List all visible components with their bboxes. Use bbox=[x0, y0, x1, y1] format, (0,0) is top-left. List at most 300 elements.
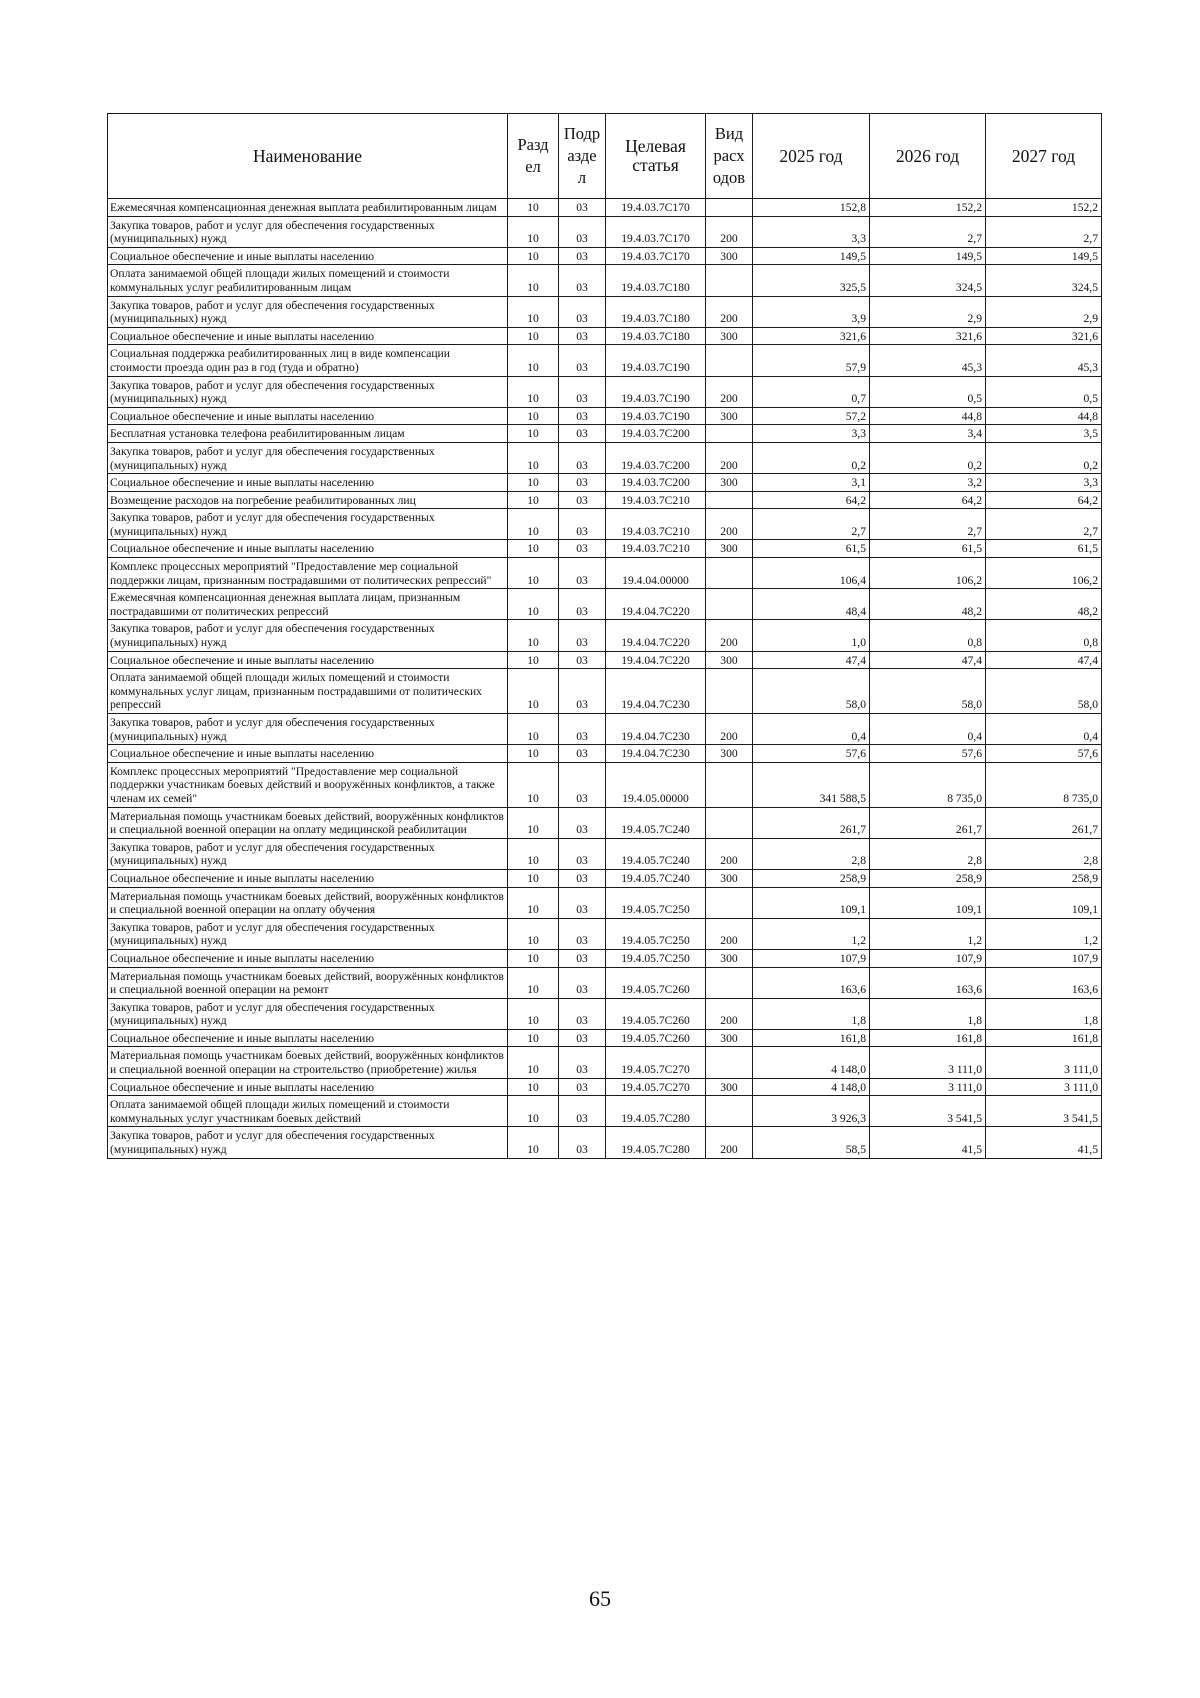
cell-razdel: 10 bbox=[508, 838, 559, 869]
cell-2025: 258,9 bbox=[753, 869, 870, 887]
cell-expense-type: 200 bbox=[706, 838, 753, 869]
cell-expense-type: 200 bbox=[706, 216, 753, 247]
cell-2025: 3,9 bbox=[753, 296, 870, 327]
table-row bbox=[108, 1047, 1102, 1078]
table-row bbox=[108, 714, 1102, 745]
cell-podrazdel: 03 bbox=[559, 762, 606, 807]
cell-2025: 57,9 bbox=[753, 345, 870, 376]
cell-name: Закупка товаров, работ и услуг для обеспечения государственных (муниципальных) нужд bbox=[108, 714, 508, 745]
cell-razdel: 10 bbox=[508, 247, 559, 265]
cell-2027: 45,3 bbox=[986, 345, 1102, 376]
cell-razdel: 10 bbox=[508, 714, 559, 745]
cell-podrazdel: 03 bbox=[559, 540, 606, 558]
cell-target-article: 19.4.04.7С230 bbox=[606, 745, 706, 763]
cell-name: Социальное обеспечение и иные выплаты населению bbox=[108, 745, 508, 763]
cell-expense-type: 200 bbox=[706, 918, 753, 949]
cell-razdel: 10 bbox=[508, 869, 559, 887]
cell-expense-type: 300 bbox=[706, 1078, 753, 1096]
cell-podrazdel: 03 bbox=[559, 998, 606, 1029]
table-row bbox=[108, 967, 1102, 998]
cell-2025: 3 926,3 bbox=[753, 1096, 870, 1127]
cell-razdel: 10 bbox=[508, 620, 559, 651]
cell-name: Социальное обеспечение и иные выплаты населению bbox=[108, 1029, 508, 1047]
cell-target-article: 19.4.04.7С220 bbox=[606, 651, 706, 669]
cell-podrazdel: 03 bbox=[559, 714, 606, 745]
cell-2027: 261,7 bbox=[986, 807, 1102, 838]
cell-2027: 106,2 bbox=[986, 558, 1102, 589]
cell-podrazdel: 03 bbox=[559, 376, 606, 407]
cell-razdel: 10 bbox=[508, 509, 559, 540]
header-name: Наименование bbox=[108, 114, 508, 199]
cell-name: Материальная помощь участникам боевых действий, вооружённых конфликтов и специальной военной операции на оплату обучения bbox=[108, 887, 508, 918]
table-row bbox=[108, 407, 1102, 425]
cell-target-article: 19.4.04.00000 bbox=[606, 558, 706, 589]
cell-target-article: 19.4.04.7С230 bbox=[606, 669, 706, 714]
cell-expense-type: 300 bbox=[706, 540, 753, 558]
cell-2027: 3 111,0 bbox=[986, 1047, 1102, 1078]
cell-razdel: 10 bbox=[508, 558, 559, 589]
cell-2026: 8 735,0 bbox=[870, 762, 986, 807]
cell-expense-type: 200 bbox=[706, 620, 753, 651]
table-row bbox=[108, 651, 1102, 669]
cell-name: Закупка товаров, работ и услуг для обеспечения государственных (муниципальных) нужд bbox=[108, 838, 508, 869]
cell-podrazdel: 03 bbox=[559, 407, 606, 425]
cell-podrazdel: 03 bbox=[559, 442, 606, 473]
cell-2026: 152,2 bbox=[870, 199, 986, 217]
cell-podrazdel: 03 bbox=[559, 1078, 606, 1096]
table-row bbox=[108, 199, 1102, 217]
cell-2026: 3 111,0 bbox=[870, 1047, 986, 1078]
cell-podrazdel: 03 bbox=[559, 869, 606, 887]
table-row bbox=[108, 327, 1102, 345]
cell-razdel: 10 bbox=[508, 762, 559, 807]
cell-2025: 47,4 bbox=[753, 651, 870, 669]
cell-name: Социальная поддержка реабилитированных лиц в виде компенсации стоимости проезда один раз в год (туда и обратно) bbox=[108, 345, 508, 376]
table-row bbox=[108, 474, 1102, 492]
table-row bbox=[108, 745, 1102, 763]
cell-2026: 3,2 bbox=[870, 474, 986, 492]
cell-2027: 3,5 bbox=[986, 425, 1102, 443]
cell-podrazdel: 03 bbox=[559, 474, 606, 492]
cell-name: Ежемесячная компенсационная денежная выплата лицам, признанным пострадавшими от политических репрессий bbox=[108, 589, 508, 620]
cell-target-article: 19.4.05.7С270 bbox=[606, 1047, 706, 1078]
table-row bbox=[108, 247, 1102, 265]
cell-expense-type: 200 bbox=[706, 442, 753, 473]
cell-podrazdel: 03 bbox=[559, 509, 606, 540]
cell-expense-type: 300 bbox=[706, 1029, 753, 1047]
cell-2025: 3,3 bbox=[753, 425, 870, 443]
cell-razdel: 10 bbox=[508, 669, 559, 714]
cell-expense-type: 200 bbox=[706, 1127, 753, 1158]
cell-podrazdel: 03 bbox=[559, 558, 606, 589]
table-row bbox=[108, 345, 1102, 376]
header-podrazdel: Подр азде л bbox=[559, 114, 606, 199]
cell-target-article: 19.4.05.7С260 bbox=[606, 1029, 706, 1047]
cell-razdel: 10 bbox=[508, 442, 559, 473]
cell-2025: 109,1 bbox=[753, 887, 870, 918]
cell-podrazdel: 03 bbox=[559, 247, 606, 265]
cell-2026: 0,4 bbox=[870, 714, 986, 745]
cell-expense-type bbox=[706, 967, 753, 998]
cell-2026: 163,6 bbox=[870, 967, 986, 998]
cell-name: Закупка товаров, работ и услуг для обеспечения государственных (муниципальных) нужд bbox=[108, 216, 508, 247]
cell-expense-type bbox=[706, 558, 753, 589]
cell-target-article: 19.4.05.7С240 bbox=[606, 838, 706, 869]
cell-razdel: 10 bbox=[508, 491, 559, 509]
table-row bbox=[108, 918, 1102, 949]
cell-razdel: 10 bbox=[508, 216, 559, 247]
cell-podrazdel: 03 bbox=[559, 491, 606, 509]
cell-razdel: 10 bbox=[508, 1047, 559, 1078]
cell-name: Закупка товаров, работ и услуг для обеспечения государственных (муниципальных) нужд bbox=[108, 1127, 508, 1158]
cell-2025: 107,9 bbox=[753, 949, 870, 967]
cell-expense-type: 200 bbox=[706, 714, 753, 745]
cell-2027: 3 111,0 bbox=[986, 1078, 1102, 1096]
cell-name: Социальное обеспечение и иные выплаты населению bbox=[108, 869, 508, 887]
cell-2025: 341 588,5 bbox=[753, 762, 870, 807]
table-row bbox=[108, 425, 1102, 443]
cell-2026: 3 111,0 bbox=[870, 1078, 986, 1096]
cell-2027: 107,9 bbox=[986, 949, 1102, 967]
cell-2027: 324,5 bbox=[986, 265, 1102, 296]
cell-2026: 161,8 bbox=[870, 1029, 986, 1047]
cell-2026: 44,8 bbox=[870, 407, 986, 425]
cell-expense-type: 300 bbox=[706, 651, 753, 669]
cell-razdel: 10 bbox=[508, 745, 559, 763]
cell-expense-type bbox=[706, 762, 753, 807]
cell-podrazdel: 03 bbox=[559, 216, 606, 247]
cell-2025: 3,1 bbox=[753, 474, 870, 492]
table-row bbox=[108, 807, 1102, 838]
table-row bbox=[108, 1096, 1102, 1127]
cell-podrazdel: 03 bbox=[559, 918, 606, 949]
cell-name: Закупка товаров, работ и услуг для обеспечения государственных (муниципальных) нужд bbox=[108, 918, 508, 949]
cell-expense-type bbox=[706, 1047, 753, 1078]
cell-razdel: 10 bbox=[508, 1029, 559, 1047]
cell-2026: 106,2 bbox=[870, 558, 986, 589]
cell-razdel: 10 bbox=[508, 199, 559, 217]
cell-2027: 3 541,5 bbox=[986, 1096, 1102, 1127]
cell-2027: 48,2 bbox=[986, 589, 1102, 620]
cell-2025: 58,5 bbox=[753, 1127, 870, 1158]
cell-2025: 163,6 bbox=[753, 967, 870, 998]
cell-2025: 2,8 bbox=[753, 838, 870, 869]
cell-2026: 261,7 bbox=[870, 807, 986, 838]
cell-podrazdel: 03 bbox=[559, 807, 606, 838]
cell-podrazdel: 03 bbox=[559, 327, 606, 345]
cell-razdel: 10 bbox=[508, 887, 559, 918]
cell-name: Материальная помощь участникам боевых действий, вооружённых конфликтов и специальной военной операции на ремонт bbox=[108, 967, 508, 998]
table-header-row bbox=[108, 114, 1102, 199]
cell-podrazdel: 03 bbox=[559, 1096, 606, 1127]
cell-2026: 58,0 bbox=[870, 669, 986, 714]
table-row bbox=[108, 620, 1102, 651]
cell-2026: 109,1 bbox=[870, 887, 986, 918]
cell-razdel: 10 bbox=[508, 345, 559, 376]
cell-podrazdel: 03 bbox=[559, 589, 606, 620]
cell-expense-type bbox=[706, 425, 753, 443]
cell-2027: 3,3 bbox=[986, 474, 1102, 492]
cell-2025: 4 148,0 bbox=[753, 1078, 870, 1096]
cell-target-article: 19.4.03.7С170 bbox=[606, 199, 706, 217]
cell-2027: 161,8 bbox=[986, 1029, 1102, 1047]
table-row bbox=[108, 265, 1102, 296]
cell-2025: 152,8 bbox=[753, 199, 870, 217]
cell-podrazdel: 03 bbox=[559, 1127, 606, 1158]
cell-name: Закупка товаров, работ и услуг для обеспечения государственных (муниципальных) нужд bbox=[108, 998, 508, 1029]
cell-name: Закупка товаров, работ и услуг для обеспечения государственных (муниципальных) нужд bbox=[108, 296, 508, 327]
cell-name: Материальная помощь участникам боевых действий, вооружённых конфликтов и специальной военной операции на оплату медицинской реабилитации bbox=[108, 807, 508, 838]
table-row bbox=[108, 762, 1102, 807]
header-expense-type: Вид расх одов bbox=[706, 114, 753, 199]
cell-2025: 1,2 bbox=[753, 918, 870, 949]
cell-razdel: 10 bbox=[508, 998, 559, 1029]
table-row bbox=[108, 376, 1102, 407]
cell-2025: 61,5 bbox=[753, 540, 870, 558]
cell-name: Социальное обеспечение и иные выплаты населению bbox=[108, 1078, 508, 1096]
cell-target-article: 19.4.05.7С250 bbox=[606, 918, 706, 949]
cell-2025: 149,5 bbox=[753, 247, 870, 265]
cell-target-article: 19.4.03.7С180 bbox=[606, 327, 706, 345]
cell-expense-type: 300 bbox=[706, 869, 753, 887]
cell-target-article: 19.4.03.7С180 bbox=[606, 296, 706, 327]
cell-razdel: 10 bbox=[508, 949, 559, 967]
header-2025: 2025 год bbox=[753, 114, 870, 199]
cell-2025: 58,0 bbox=[753, 669, 870, 714]
header-2027: 2027 год bbox=[986, 114, 1102, 199]
cell-2026: 258,9 bbox=[870, 869, 986, 887]
cell-expense-type: 300 bbox=[706, 407, 753, 425]
cell-expense-type bbox=[706, 807, 753, 838]
cell-2027: 47,4 bbox=[986, 651, 1102, 669]
cell-2026: 2,9 bbox=[870, 296, 986, 327]
cell-target-article: 19.4.05.7С260 bbox=[606, 967, 706, 998]
cell-2026: 1,2 bbox=[870, 918, 986, 949]
cell-podrazdel: 03 bbox=[559, 620, 606, 651]
cell-2027: 61,5 bbox=[986, 540, 1102, 558]
cell-podrazdel: 03 bbox=[559, 345, 606, 376]
cell-2027: 1,8 bbox=[986, 998, 1102, 1029]
cell-2027: 2,8 bbox=[986, 838, 1102, 869]
cell-name: Оплата занимаемой общей площади жилых помещений и стоимости коммунальных услуг реабилитированным лицам bbox=[108, 265, 508, 296]
cell-2026: 0,8 bbox=[870, 620, 986, 651]
cell-name: Комплекс процессных мероприятий "Предоставление мер социальной поддержки участникам боевых действий и вооружённых конфликтов, а также членам их семей" bbox=[108, 762, 508, 807]
cell-razdel: 10 bbox=[508, 407, 559, 425]
cell-2027: 0,4 bbox=[986, 714, 1102, 745]
cell-2026: 48,2 bbox=[870, 589, 986, 620]
table-row bbox=[108, 540, 1102, 558]
cell-razdel: 10 bbox=[508, 918, 559, 949]
table-row bbox=[108, 1078, 1102, 1096]
cell-razdel: 10 bbox=[508, 1078, 559, 1096]
cell-razdel: 10 bbox=[508, 1096, 559, 1127]
cell-name: Закупка товаров, работ и услуг для обеспечения государственных (муниципальных) нужд bbox=[108, 442, 508, 473]
cell-target-article: 19.4.04.7С220 bbox=[606, 589, 706, 620]
cell-2026: 3,4 bbox=[870, 425, 986, 443]
cell-razdel: 10 bbox=[508, 651, 559, 669]
cell-2025: 161,8 bbox=[753, 1029, 870, 1047]
cell-expense-type: 200 bbox=[706, 998, 753, 1029]
cell-target-article: 19.4.05.00000 bbox=[606, 762, 706, 807]
cell-2027: 149,5 bbox=[986, 247, 1102, 265]
cell-2027: 0,8 bbox=[986, 620, 1102, 651]
cell-podrazdel: 03 bbox=[559, 745, 606, 763]
cell-2025: 57,2 bbox=[753, 407, 870, 425]
cell-name: Возмещение расходов на погребение реабилитированных лиц bbox=[108, 491, 508, 509]
table-body bbox=[108, 199, 1102, 1159]
cell-expense-type bbox=[706, 265, 753, 296]
cell-razdel: 10 bbox=[508, 425, 559, 443]
table-row bbox=[108, 509, 1102, 540]
cell-2026: 61,5 bbox=[870, 540, 986, 558]
cell-razdel: 10 bbox=[508, 540, 559, 558]
cell-2027: 321,6 bbox=[986, 327, 1102, 345]
cell-name: Социальное обеспечение и иные выплаты населению bbox=[108, 540, 508, 558]
table-row bbox=[108, 949, 1102, 967]
cell-2027: 1,2 bbox=[986, 918, 1102, 949]
cell-target-article: 19.4.05.7С280 bbox=[606, 1127, 706, 1158]
cell-expense-type bbox=[706, 887, 753, 918]
cell-name: Социальное обеспечение и иные выплаты населению bbox=[108, 949, 508, 967]
cell-podrazdel: 03 bbox=[559, 838, 606, 869]
cell-target-article: 19.4.05.7С250 bbox=[606, 949, 706, 967]
cell-target-article: 19.4.05.7С240 bbox=[606, 807, 706, 838]
header-2026: 2026 год bbox=[870, 114, 986, 199]
cell-name: Материальная помощь участникам боевых действий, вооружённых конфликтов и специальной военной операции на строительство (приобретение) жилья bbox=[108, 1047, 508, 1078]
table-row bbox=[108, 442, 1102, 473]
cell-expense-type bbox=[706, 669, 753, 714]
cell-expense-type: 300 bbox=[706, 327, 753, 345]
table-row bbox=[108, 491, 1102, 509]
cell-2027: 57,6 bbox=[986, 745, 1102, 763]
cell-podrazdel: 03 bbox=[559, 651, 606, 669]
cell-razdel: 10 bbox=[508, 265, 559, 296]
cell-expense-type: 300 bbox=[706, 247, 753, 265]
cell-2025: 1,8 bbox=[753, 998, 870, 1029]
cell-2025: 57,6 bbox=[753, 745, 870, 763]
cell-razdel: 10 bbox=[508, 474, 559, 492]
cell-expense-type bbox=[706, 491, 753, 509]
cell-2026: 324,5 bbox=[870, 265, 986, 296]
cell-2027: 258,9 bbox=[986, 869, 1102, 887]
cell-target-article: 19.4.03.7С200 bbox=[606, 442, 706, 473]
cell-razdel: 10 bbox=[508, 967, 559, 998]
cell-2027: 0,5 bbox=[986, 376, 1102, 407]
table-row bbox=[108, 589, 1102, 620]
table-row bbox=[108, 558, 1102, 589]
cell-expense-type: 300 bbox=[706, 949, 753, 967]
table-row bbox=[108, 887, 1102, 918]
cell-target-article: 19.4.03.7С190 bbox=[606, 407, 706, 425]
cell-name: Социальное обеспечение и иные выплаты населению bbox=[108, 474, 508, 492]
cell-2026: 1,8 bbox=[870, 998, 986, 1029]
cell-target-article: 19.4.03.7С190 bbox=[606, 376, 706, 407]
cell-2025: 0,4 bbox=[753, 714, 870, 745]
cell-podrazdel: 03 bbox=[559, 887, 606, 918]
cell-razdel: 10 bbox=[508, 376, 559, 407]
cell-2027: 0,2 bbox=[986, 442, 1102, 473]
cell-target-article: 19.4.03.7С210 bbox=[606, 540, 706, 558]
cell-target-article: 19.4.03.7С180 bbox=[606, 265, 706, 296]
cell-2026: 47,4 bbox=[870, 651, 986, 669]
table-row bbox=[108, 1127, 1102, 1158]
cell-name: Социальное обеспечение и иные выплаты населению bbox=[108, 327, 508, 345]
cell-name: Ежемесячная компенсационная денежная выплата реабилитированным лицам bbox=[108, 199, 508, 217]
budget-table-sheet bbox=[107, 113, 1101, 1159]
cell-target-article: 19.4.05.7С240 bbox=[606, 869, 706, 887]
cell-2025: 0,2 bbox=[753, 442, 870, 473]
cell-name: Оплата занимаемой общей площади жилых помещений и стоимости коммунальных услуг лицам, признанным пострадавшими от политических репрессий bbox=[108, 669, 508, 714]
cell-podrazdel: 03 bbox=[559, 967, 606, 998]
cell-expense-type: 200 bbox=[706, 376, 753, 407]
cell-name: Комплекс процессных мероприятий "Предоставление мер социальной поддержки лицам, признанным пострадавшими от политических репрессий" bbox=[108, 558, 508, 589]
cell-name: Закупка товаров, работ и услуг для обеспечения государственных (муниципальных) нужд bbox=[108, 620, 508, 651]
cell-target-article: 19.4.05.7С260 bbox=[606, 998, 706, 1029]
cell-target-article: 19.4.05.7С270 bbox=[606, 1078, 706, 1096]
cell-target-article: 19.4.05.7С280 bbox=[606, 1096, 706, 1127]
cell-2025: 3,3 bbox=[753, 216, 870, 247]
cell-2025: 0,7 bbox=[753, 376, 870, 407]
table-row bbox=[108, 838, 1102, 869]
cell-2025: 261,7 bbox=[753, 807, 870, 838]
cell-expense-type: 300 bbox=[706, 745, 753, 763]
cell-2026: 45,3 bbox=[870, 345, 986, 376]
table-row bbox=[108, 296, 1102, 327]
cell-2025: 48,4 bbox=[753, 589, 870, 620]
cell-2027: 58,0 bbox=[986, 669, 1102, 714]
cell-podrazdel: 03 bbox=[559, 425, 606, 443]
cell-name: Закупка товаров, работ и услуг для обеспечения государственных (муниципальных) нужд bbox=[108, 509, 508, 540]
cell-name: Оплата занимаемой общей площади жилых помещений и стоимости коммунальных услуг участникам боевых действий bbox=[108, 1096, 508, 1127]
cell-2026: 0,2 bbox=[870, 442, 986, 473]
cell-name: Социальное обеспечение и иные выплаты населению bbox=[108, 651, 508, 669]
cell-name: Закупка товаров, работ и услуг для обеспечения государственных (муниципальных) нужд bbox=[108, 376, 508, 407]
cell-razdel: 10 bbox=[508, 327, 559, 345]
cell-2026: 57,6 bbox=[870, 745, 986, 763]
table-row bbox=[108, 1029, 1102, 1047]
cell-2026: 107,9 bbox=[870, 949, 986, 967]
cell-2026: 149,5 bbox=[870, 247, 986, 265]
cell-2025: 1,0 bbox=[753, 620, 870, 651]
cell-2027: 2,7 bbox=[986, 509, 1102, 540]
cell-podrazdel: 03 bbox=[559, 296, 606, 327]
header-target-article: Целевая статья bbox=[606, 114, 706, 199]
budget-table bbox=[107, 113, 1102, 1159]
cell-expense-type bbox=[706, 589, 753, 620]
cell-razdel: 10 bbox=[508, 296, 559, 327]
cell-name: Социальное обеспечение и иные выплаты населению bbox=[108, 407, 508, 425]
table-row bbox=[108, 869, 1102, 887]
cell-podrazdel: 03 bbox=[559, 199, 606, 217]
cell-podrazdel: 03 bbox=[559, 1029, 606, 1047]
cell-expense-type: 300 bbox=[706, 474, 753, 492]
cell-target-article: 19.4.03.7С210 bbox=[606, 509, 706, 540]
cell-2027: 109,1 bbox=[986, 887, 1102, 918]
cell-2026: 2,7 bbox=[870, 216, 986, 247]
cell-2027: 152,2 bbox=[986, 199, 1102, 217]
cell-2027: 2,9 bbox=[986, 296, 1102, 327]
cell-target-article: 19.4.04.7С220 bbox=[606, 620, 706, 651]
cell-target-article: 19.4.03.7С200 bbox=[606, 474, 706, 492]
table-row bbox=[108, 998, 1102, 1029]
cell-name: Социальное обеспечение и иные выплаты населению bbox=[108, 247, 508, 265]
cell-name: Бесплатная установка телефона реабилитированным лицам bbox=[108, 425, 508, 443]
cell-2026: 321,6 bbox=[870, 327, 986, 345]
cell-2026: 2,7 bbox=[870, 509, 986, 540]
cell-2025: 64,2 bbox=[753, 491, 870, 509]
cell-expense-type bbox=[706, 199, 753, 217]
cell-2027: 163,6 bbox=[986, 967, 1102, 998]
